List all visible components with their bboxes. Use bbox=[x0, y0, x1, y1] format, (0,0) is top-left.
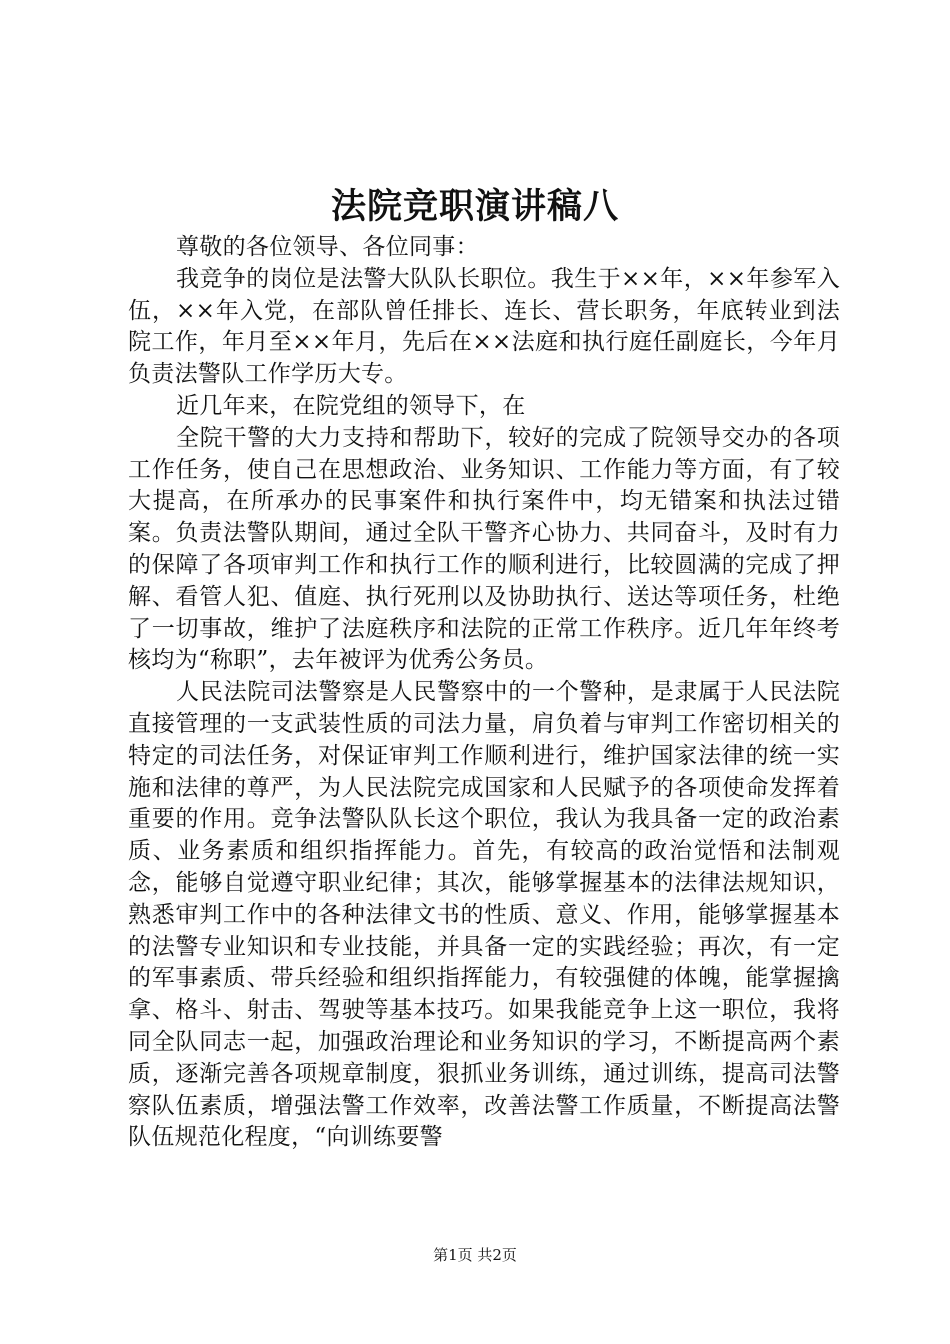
body-paragraph: 全院干警的大力支持和帮助下，较好的完成了院领导交办的各项工作任务，使自己在思想政治、业务知识、工作能力等方面，有了较大提高，在所承办的民事案件和执行案件中，均无错案和执法过错案。负责法警队期间，通过全队干警齐心协力、共同奋斗，及时有力的保障了各项审判工作和执行工作的顺利进行，比较圆满的完成了押解、看管人犯、值庭、执行死刑以及协助执行、送达等项任务，杜绝了一切事故，维护了法庭秩序和法院的正常工作秩序。近几年年终考核均为“称职”，去年被评为优秀公务员。 bbox=[128, 424, 840, 674]
page-number-footer: 第1页 共2页 bbox=[433, 1246, 517, 1264]
body-paragraph: 人民法院司法警察是人民警察中的一个警种，是隶属于人民法院直接管理的一支武装性质的司法力量，肩负着与审判工作密切相关的特定的司法任务，对保证审判工作顺利进行，维护国家法律的统一实施和法律的尊严，为人民法院完成国家和人民赋予的各项使命发挥着重要的作用。竞争法警队队长这个职位，我认为我具备一定的政治素质、业务素质和组织指挥能力。首先，有较高的政治觉悟和法制观念，能够自觉遵守职业纪律；其次，能够掌握基本的法律法规知识，熟悉审判工作中的各种法律文书的性质、意义、作用，能够掌握基本的法警专业知识和专业技能，并具备一定的实践经验；再次，有一定的军事素质、带兵经验和组织指挥能力，有较强健的体魄，能掌握擒拿、格斗、射击、驾驶等基本技巧。如果我能竞争上这一职位，我将同全队同志一起，加强政治理论和业务知识的学习，不断提高两个素质，逐渐完善各项规章制度，狠抓业务训练，通过训练，提高司法警察队伍素质，增强法警工作效率，改善法警工作质量，不断提高法警队伍规范化程度，“向训练要警 bbox=[128, 679, 840, 1151]
body-paragraph: 近几年来，在院党组的领导下，在 bbox=[176, 392, 526, 419]
document-title: 法院竞职演讲稿八 bbox=[330, 186, 619, 227]
document-body bbox=[128, 232, 840, 1154]
body-paragraph: 我竞争的岗位是法警大队队长职位。我生于××年，××年参军入伍，××年入党，在部队曾任排长、连长、营长职务，年底转业到法院工作，年月至××年月，先后在××法庭和执行庭任副庭长，今年月负责法警队工作学历大专。 bbox=[128, 265, 840, 388]
salutation-paragraph: 尊敬的各位领导、各位同事： bbox=[176, 234, 479, 260]
